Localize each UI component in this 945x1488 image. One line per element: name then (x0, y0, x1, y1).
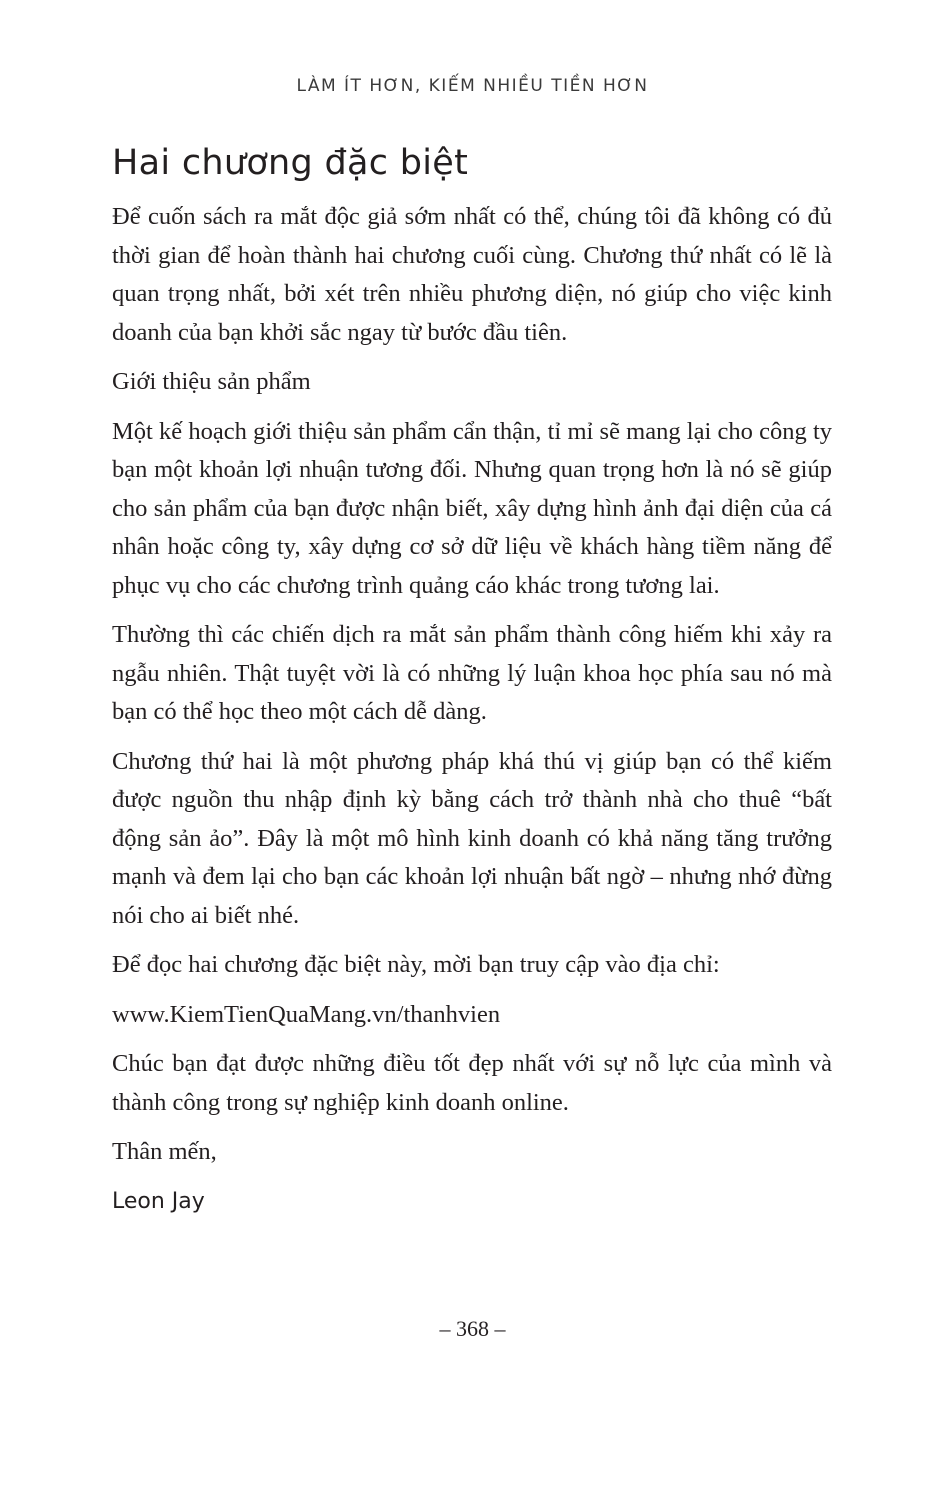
closing-wish: Chúc bạn đạt được những điều tốt đẹp nhất với sự nỗ lực của mình và thành công trong sự nghiệp kinh doanh online. (112, 1050, 832, 1116)
page-number: – 368 – (439, 1316, 506, 1341)
page-content (112, 140, 832, 1221)
launch-plan-paragraph: Một kế hoạch giới thiệu sản phẩm cẩn thận, tỉ mỉ sẽ mang lại cho công ty bạn một khoản lợi nhuận tương đối. Nhưng quan trọng hơn là nó sẽ giúp cho sản phẩm của bạn được nhận biết, xây dựng hình ảnh đại diện của cá nhân hoặc công ty, xây dựng cơ sở dữ liệu về khách hàng tiềm năng để phục vụ cho các chương trình quảng cáo khác trong tương lai. (112, 417, 832, 599)
section-title: Hai chương đặc biệt (112, 143, 469, 183)
member-url[interactable]: www.KiemTienQuaMang.vn/thanhvien (112, 1000, 501, 1028)
second-chapter-paragraph: Chương thứ hai là một phương pháp khá thú vị giúp bạn có thể kiếm được nguồn thu nhập định kỳ bằng cách trở thành nhà cho thuê “bất động sản ảo”. Đây là một mô hình kinh doanh có khả năng tăng trưởng mạnh và đem lại cho bạn các khoản lợi nhuận bất ngờ – nhưng nhớ đừng nói cho ai biết nhé. (112, 747, 832, 929)
running-header: LÀM ÍT HƠN, KIẾM NHIỀU TIỀN HƠN (296, 76, 649, 96)
intro-paragraph: Để cuốn sách ra mắt độc giả sớm nhất có thể, chúng tôi đã không có đủ thời gian để hoàn thành hai chương cuối cùng. Chương thứ nhất có lẽ là quan trọng nhất, bởi xét trên nhiều phương diện, nó giúp cho việc kinh doanh của bạn khởi sắc ngay từ bước đầu tiên. (112, 203, 832, 346)
salutation: Thân mến, (112, 1138, 217, 1165)
product-launch-subheading: Giới thiệu sản phẩm (112, 368, 311, 395)
campaign-paragraph: Thường thì các chiến dịch ra mắt sản phẩm thành công hiếm khi xảy ra ngẫu nhiên. Thật tuyệt vời là có những lý luận khoa học phía sau nó mà bạn có thể học theo một cách dễ dàng. (112, 621, 832, 725)
author-signature: Leon Jay (112, 1188, 205, 1214)
access-instruction: Để đọc hai chương đặc biệt này, mời bạn truy cập vào địa chỉ: (112, 951, 720, 978)
